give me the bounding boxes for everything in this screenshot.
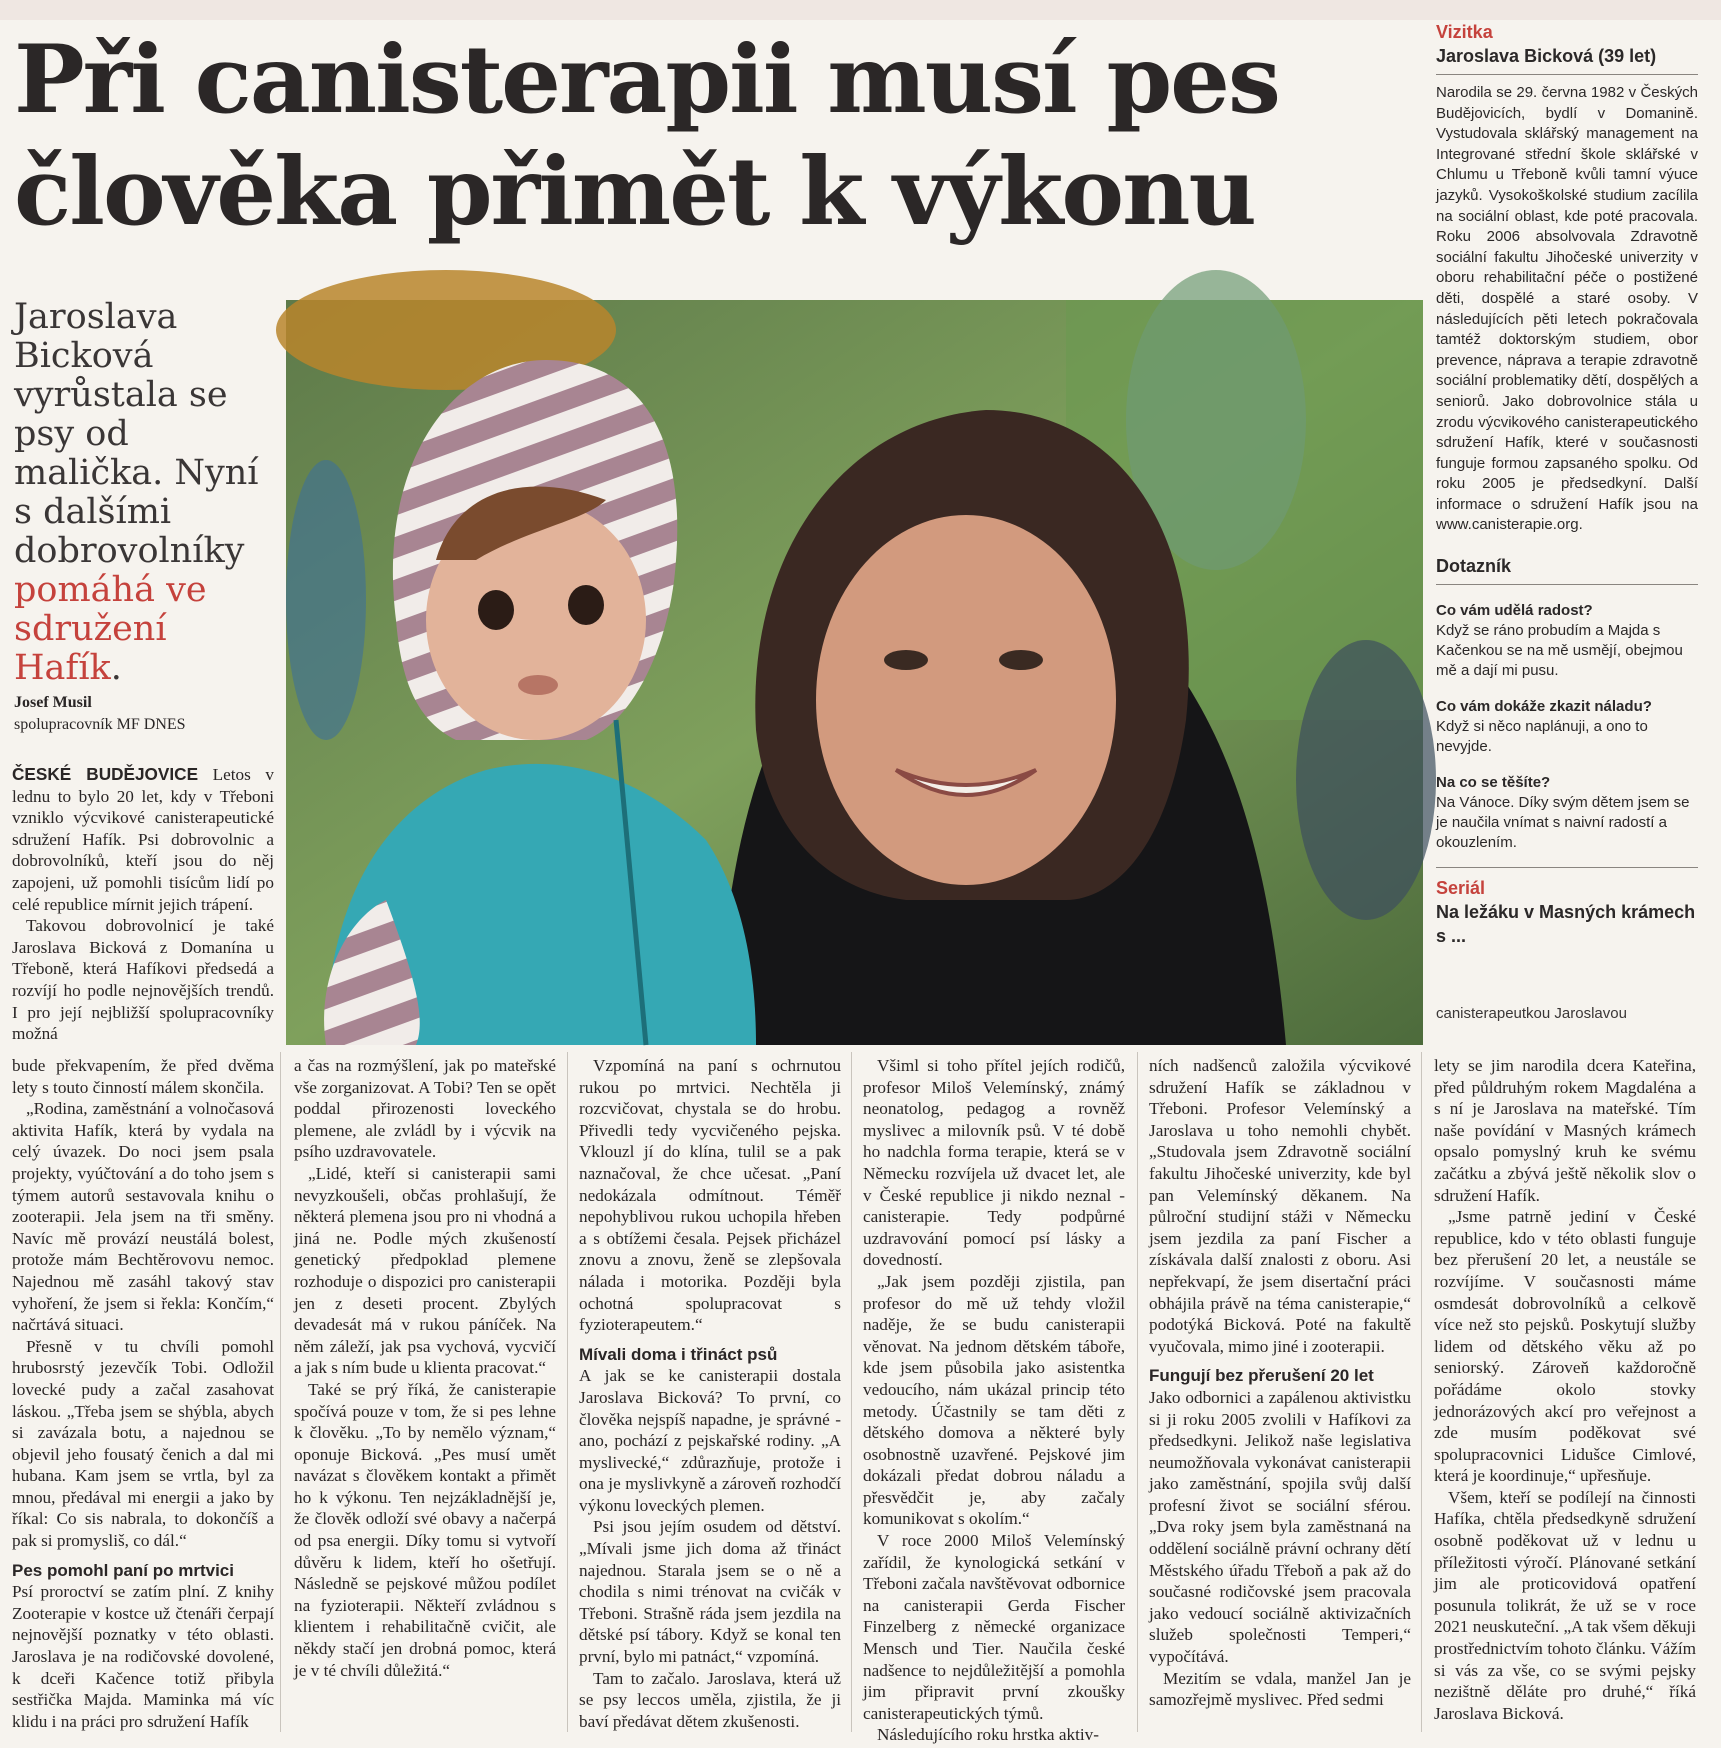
top-band bbox=[0, 0, 1721, 20]
col1-paragraph-4: Psí proroctví se zatím plní. Z knihy Zooterapie v kostce už čtenáři čerpají nejnovější poznatky v této oblasti. Jaroslava je na rodičovské dovolené, k dceři Kačence totiž přibyla sestřička Majda. Maminka má víc klidu i na práci pro sdružení Hafík bbox=[12, 1582, 274, 1731]
intro-block bbox=[12, 764, 274, 1045]
question-2: Co vám dokáže zkazit náladu? bbox=[1436, 698, 1652, 716]
column-divider bbox=[280, 1052, 281, 1732]
author-role: spolupracovník MF DNES bbox=[14, 716, 186, 733]
col2-paragraph-1: a čas na rozmýšlení, jak po mateřské vše zorganizovat. A Tobi? Ten se opět poddal přirozenosti loveckého plemene, ale zvládl by i výcvik na psího uzdravovatele. bbox=[294, 1056, 556, 1162]
headline-line-2: člověka přimět k výkonu bbox=[14, 137, 1255, 247]
lede-end: . bbox=[110, 648, 122, 688]
intro-text: Letos v lednu to bylo 20 let, kdy v Třeboni vzniklo výcvikové canisterapeutické sdružení Hafík. Psi dobrovolnic a dobrovolníků, kteří jsou do něj zapojeni, už pomohli tisícům lidí po celé republice mírnit jejich trápení. bbox=[12, 765, 274, 914]
sidebar-person-name: Jaroslava Bicková (39 let) bbox=[1436, 46, 1657, 66]
lede-text: Jaroslava Bicková vyrůstala se psy od malička. Nyní s dalšími dobrovolníky bbox=[14, 297, 259, 571]
article-column-5 bbox=[1149, 1055, 1411, 1725]
article-column-1 bbox=[12, 1055, 274, 1731]
article-column-3 bbox=[579, 1055, 841, 1731]
col6-paragraph-3: Všem, kteří se podílejí na činnosti Hafíka, chtěla předsedkyně sdružení osobně poděkovat už v lednu u příležitosti výročí. Plánované setkání jim ale proticovidová opatření posunula tolikrát, že už se v roce 2021 neuskuteční. „A tak všem děkuji prostřednictvím tohoto článku. Vážím si vás za vše, co se svými pejsky nezištně děláte pro druhé,“ říká Jaroslava Bicková. bbox=[1434, 1487, 1696, 1723]
lede bbox=[14, 298, 284, 688]
column-divider bbox=[567, 1052, 568, 1732]
col3-paragraph-1: Vzpomíná na paní s ochrnutou rukou po mrtvici. Nechtěla ji rozcvičovat, chystala se do hrobu. Přivedli tedy vycvičeného pejska. Vklouzl jí do klína, tulil se a pak naznačoval, že chce učesat. „Paní nedokázala odmítnout. Téměř nepohyblivou rukou uchopila hřeben a s obtížemi česala. Pejsek přicházel znovu a znovu, ženě se zlepšovala nálada i motorika. Později byla ochotná spolupracovat s fyzioterapeutem.“ bbox=[579, 1056, 841, 1335]
serial-rule bbox=[1436, 867, 1698, 868]
headline-line-1: Při canisterapii musí pes bbox=[14, 25, 1279, 135]
serial-label: Seriál bbox=[1436, 878, 1486, 899]
col2-paragraph-3: Také se prý říká, že canisterapie spočívá pouze v tom, že si pes lehne k člověku. „To by nemělo význam,“ oponuje Bicková. „Pes musí umět navázat s člověkem kontakt a přimět ho k výkonu. Ten nejzákladnější je, že člověk odloží své obavy a načerpá od psa energii. Díky tomu si vytvoří důvěru k lidem, kteří ho ošetřují. Následně se pejskové můžou podílet na fyzioterapii. Někteří zvládnou s klientem i rehabilitačně cvičit, ale někdy stačí jen drobná pomoc, která je v té chvíli důležitá.“ bbox=[294, 1379, 556, 1680]
photo-caption: canisterapeutkou Jaroslavou bbox=[1436, 1005, 1627, 1022]
intro-paragraph bbox=[12, 764, 274, 915]
sidebar-profile-text: Narodila se 29. června 1982 v Českých Budějovicích, bydlí v Domanině. Vystudovala sklářský management na Integrované střední škole sklářské v Chlumu u Třeboně kvůli tamní výuce jazyků. Vysokoškolské studium zacílila na sociální oblast, kde poté pracovala. Roku 2006 absolvovala Zdravotně sociální fakultu Jihočeské univerzity v oboru rehabilitační péče o postižené děti, dospělé a staré osoby. V následujících pěti letech pokračovala tamtéž doktorským studiem, obor prevence, náprava a terapie zdravotně sociální problematiky dětí, dospělých a seniorů. Jako dobrovolnice stála u zrodu výcvikového canisterapeutického sdružení Hafík, které v současnosti funguje formou zapsaného spolku. Od roku 2005 je předsedkyní. Další informace o sdružení Hafík jsou na www.canisterapie.org. bbox=[1436, 84, 1698, 534]
col2-paragraph-2: „Lidé, kteří si canisterapii sami nevyzkoušeli, občas prohlašují, že některá plemena jsou pro ni vhodná a jiná ne. Podle mých zkušeností genetický předpoklad plemene rozhoduje o dispozici pro canisterapii jen z deseti procent. Zbylých devadesát má v rukou páníček. Na něm záleží, jak psa vychová, vycvičí a jak s ním bude u klienta pracovat.“ bbox=[294, 1163, 556, 1378]
col3-paragraph-4: Tam to začalo. Jaroslava, která už se psy leccos uměla, zjistila, že ji baví předávat dětem zkušenosti. bbox=[579, 1668, 841, 1731]
sidebar-section-label: Vizitka bbox=[1436, 22, 1493, 42]
col4-paragraph-3: V roce 2000 Miloš Velemínský zařídil, že kynologická setkání v Třeboni začala navštěvovat odbornice na canisterapii Gerda Fischer Finzelberg z německé organizace Mensch und Tier. Naučila české nadšence to nejdůležitější a pomohla jim připravit první zkoušky canisterapeutických týmů. bbox=[863, 1531, 1125, 1723]
article-column-4 bbox=[863, 1055, 1125, 1745]
question-3: Na co se těšíte? bbox=[1436, 774, 1551, 792]
article-column-6 bbox=[1434, 1055, 1696, 1725]
dateline: ČESKÉ BUDĚJOVICE bbox=[12, 764, 199, 784]
col6-paragraph-1: lety se jim narodila dcera Kateřina, před půldruhým rokem Magdaléna a s ní je Jaroslava na mateřské. Tím naše povídání v Masných krámech opsalo pomyslný kruh ke svému začátku a zbývá ještě několik slov o sdružení Hafík. bbox=[1434, 1056, 1696, 1205]
intro-paragraph-2: Takovou dobrovolnicí je také Jaroslava Bicková z Domanína u Třeboně, která Hafíkovi předsedá a rozvíjí ho podle nejnovějších trendů. I pro její nejbližší spolupracovníky možná bbox=[12, 916, 274, 1044]
col1-paragraph-3: Přesně v tu chvíli pomohl hrubosrstý jezevčík Tobi. Odložil lovecké pudy a začal zasahovat láskou. „Třeba jsem se shýbla, abych si zavázala botu, a najednou se objevil jeho fousatý čenich a dal mi hubana. Kam jsem se vrtla, byl za mnou, předával mi energii a jako by říkal: Co sis nabrala, to dokončíš a pak si promysliš, co dál.“ bbox=[12, 1336, 274, 1551]
answer-2: Když si něco naplánuji, a ono to nevyjde. bbox=[1436, 718, 1648, 756]
col5-paragraph-1: ních nadšenců založila výcvikové sdružení Hafík se základnou v Třeboni. Profesor Velemínský a Jaroslava u toho nemohli chybět. „Studovala jsem Zdravotně sociální fakultu Jihočeské univerzity, kde byl pan Velemínský děkanem. Na půlroční studijní stáži v Německu jsem jezdila za paní Fischer a získávala další znalosti z oboru. Asi nepřekvapí, že jsem disertační práci obhájila právě na téma canisterapie,“ podotýká Bicková. Poté na fakultě vyučovala, mimo jiné i zooterapii. bbox=[1149, 1056, 1411, 1356]
column-divider bbox=[1137, 1052, 1138, 1732]
column-divider bbox=[1421, 1052, 1422, 1732]
col5-paragraph-3: Mezitím se vdala, manžel Jan je samozřejmě myslivec. Před sedmi bbox=[1149, 1668, 1411, 1710]
lede-highlight-text: pomáhá ve sdružení Hafík bbox=[14, 570, 207, 688]
col1-paragraph-2: „Rodina, zaměstnání a volnočasová aktivita Hafík, která by vydala na celý úvazek. Do noci jsem psala projekty, vyúčtování a do toho jsem s týmem autorů sestavovala knihu o zooterapii. Jela jsem na tři směny. Navíc mě provází neustálá bolest, protože mám Bechtěrovovu nemoc. Najednou mě zasáhl takový stav vyhoření, že jsem si řekla: Končím,“ načrtává situaci. bbox=[12, 1099, 274, 1335]
col3-paragraph-3: Psi jsou jejím osudem od dětství. „Mívali jsme jich doma až třináct najednou. Starala jsem se o ně a chodila s nimi trénovat na cvičák v Třeboni. Strašně ráda jsem jezdila na dětské psí tábory. Když se konal ten první, bylo mi patnáct,“ vzpomíná. bbox=[579, 1517, 841, 1667]
col6-paragraph-2: „Jsme patrně jediní v České republice, kdo v této oblasti funguje bez přerušení 20 let, a neustále se rozvíjíme. V současnosti máme osmdesát dobrovolníků a celkově více než sto pejsků. Poskytují služby lidem od dětského věku až po seniorský. Zároveň každoročně pořádáme okolo stovky jednorázových akcí pro veřejnost a zde musím poděkovat své spolupracovnici Lidušce Cimlové, která je koordinuje,“ upřesňuje. bbox=[1434, 1207, 1696, 1486]
article-column-2 bbox=[294, 1055, 556, 1725]
profile-sidebar bbox=[1436, 20, 1698, 1040]
col4-paragraph-1: Všiml si toho přítel jejích rodičů, profesor Miloš Velemínský, známý neonatolog, pedagog a rovněž myslivec a milovník psů. V té době ho nadchla forma terapie, která se v Německu rozvíjela už dvacet let, ale v České republice ji nikdo neznal - canisterapie. Tedy podpůrné uzdravování pomocí psí lásky a dovedností. bbox=[863, 1056, 1125, 1270]
col4-paragraph-2: „Jak jsem později zjistila, pan profesor do mě už tehdy vložil naděje, že se budu canisterapii věnovat. Na jednom dětském táboře, kde jsem působila jako asistentka vedoucího, nám ukázal princip této metody. Účastnily se tam děti z dětského domova a některé byly osobnostně uzavřené. Pejskové jim dokázali předat dobrou náladu a přesvědčit je, aby začaly komunikovat s okolím.“ bbox=[863, 1271, 1125, 1529]
byline bbox=[14, 692, 274, 736]
subheading-2: Mívali doma i třináct psů bbox=[579, 1344, 778, 1364]
question-1: Co vám udělá radost? bbox=[1436, 602, 1593, 620]
photo-mother-and-child bbox=[286, 300, 1423, 1045]
lede-highlight bbox=[14, 571, 284, 688]
subheading-1: Pes pomohl paní po mrtvici bbox=[12, 1560, 234, 1580]
answer-1: Když se ráno probudím a Majda s Kačenkou se na mě usmějí, obejmou mě a dají mi pusu. bbox=[1436, 622, 1683, 680]
subheading-3: Fungují bez přerušení 20 let bbox=[1149, 1366, 1374, 1386]
article-photo bbox=[286, 300, 1423, 1045]
headline bbox=[14, 24, 1434, 248]
serial-title: Na ležáku v Masných krámech s ... bbox=[1436, 902, 1696, 947]
col5-paragraph-2: Jako odbornici a zapálenou aktivistku si ji roku 2005 zvolili v Hafíkovi za předsedkyni. Jelikož naše legislativa neumožňovala vykonávat canisterapii jako zaměstnání, spojila svůj další profesní život se sociální sférou. „Dva roky jsem byla zaměstnaná na oddělení sociálně právní ochrany dětí Městského úřadu Třeboň a pak až do současné rodičovské jsem pracovala jako vedoucí sociálně aktivizačních služeb společnosti Temperi,“ vypočítává. bbox=[1149, 1387, 1411, 1667]
answer-3: Na Vánoce. Díky svým dětem jsem se je naučila vnímat s naivní radostí a okouzlením. bbox=[1436, 794, 1690, 852]
questionnaire-rule bbox=[1436, 584, 1698, 585]
col4-paragraph-4: Následujícího roku hrstka aktiv- bbox=[877, 1725, 1099, 1745]
author-name: Josef Musil bbox=[14, 694, 92, 711]
col1-paragraph-1: bude překvapením, že před dvěma lety s touto činností málem skončila. bbox=[12, 1056, 274, 1097]
questionnaire-heading: Dotazník bbox=[1436, 556, 1512, 577]
col3-paragraph-2: A jak se ke canisterapii dostala Jaroslava Bicková? To první, co člověka nejspíš napadne, je správné - ano, pochází z pejskařské rodiny. „A myslivecké,“ zdůrazňuje, protože i ona je myslivkyně a zároveň rozhodčí výkonu loveckých plemen. bbox=[579, 1366, 841, 1515]
sidebar-rule bbox=[1436, 74, 1698, 75]
column-divider bbox=[851, 1052, 852, 1732]
